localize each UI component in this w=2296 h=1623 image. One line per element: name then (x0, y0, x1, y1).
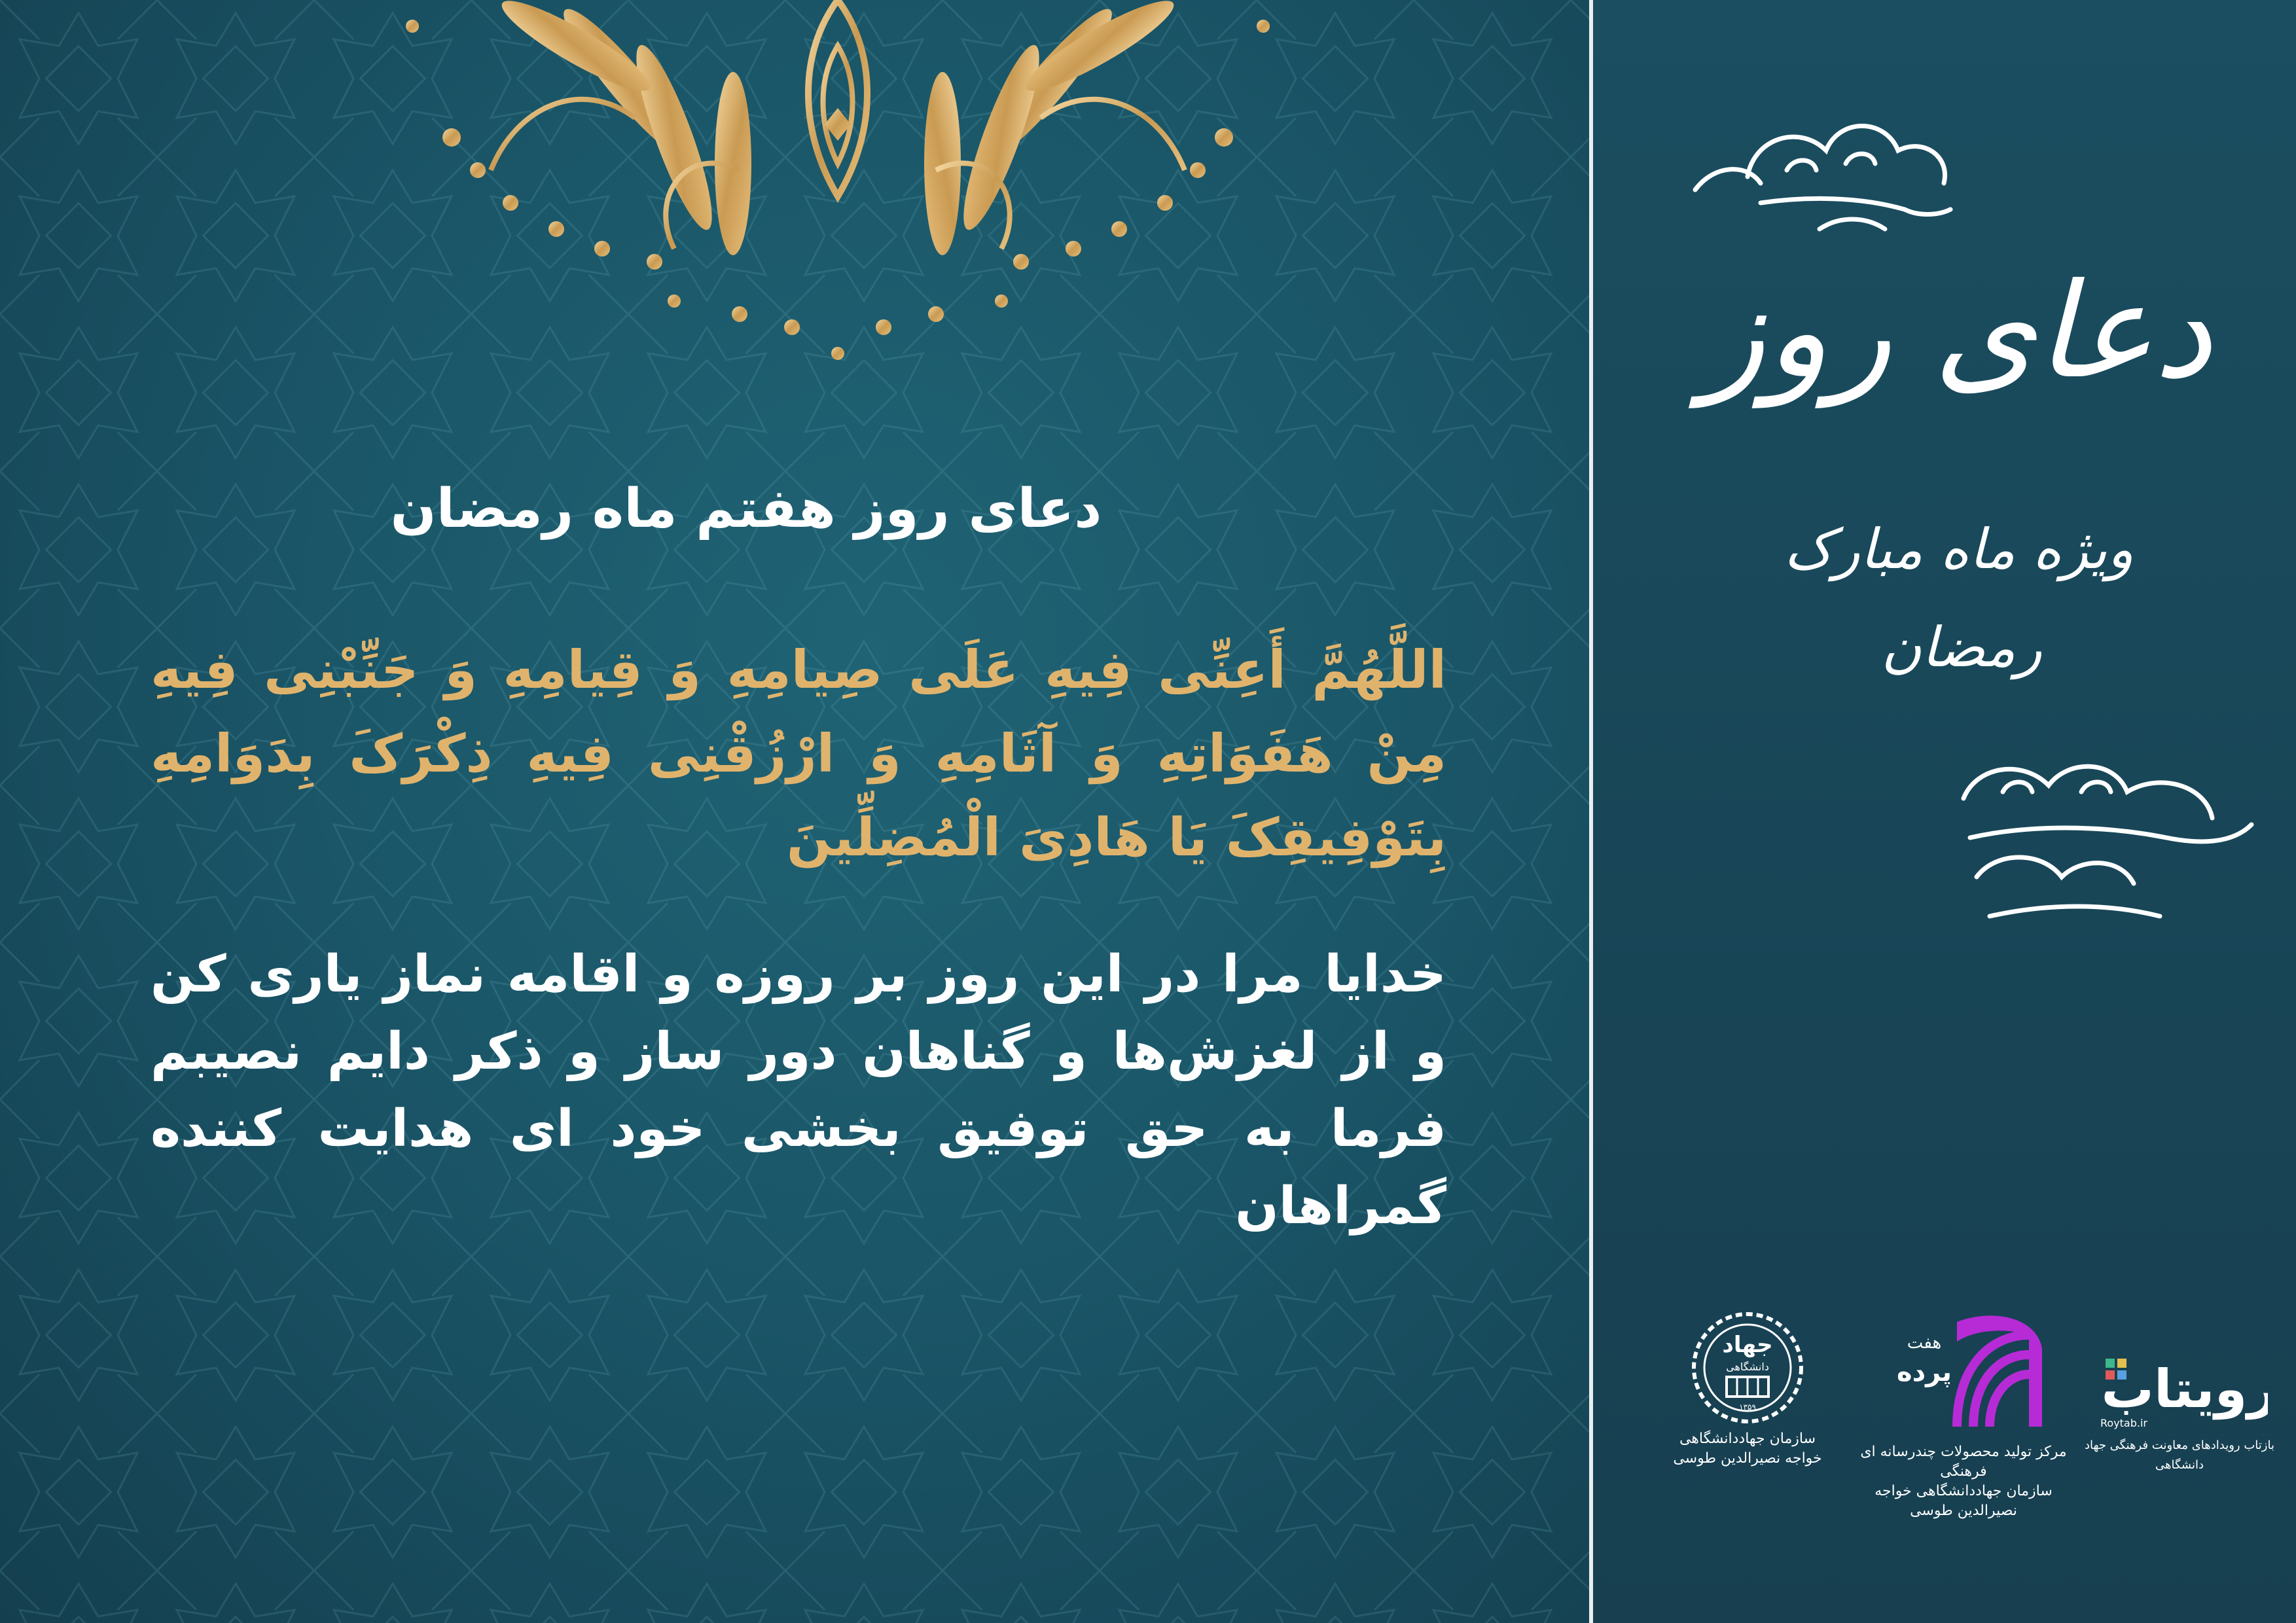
sidebar-subtitle-line1: ویژه ماه مبارک (1784, 517, 2134, 581)
arabic-prayer-text: اللَّهُمَّ أَعِنِّی فِیهِ عَلَی صِیامِهِ وَ قِیامِهِ وَ جَنِّبْنِی فِیهِ مِنْ هَفَوَاتِهِ وَ آثَامِهِ وَ ارْزُقْنِی فِیهِ ذِکْرَکَ بِدَوَامِهِ بِتَوْفِیقِکَ یَا هَادِیَ الْمُضِلِّینَ (151, 639, 1446, 868)
jahad-caption-line2: خواجه نصیرالدین طوسی (1673, 1450, 1822, 1467)
jahad-logo (1662, 1309, 1833, 1469)
roytab-emblem-icon (2091, 1342, 2268, 1433)
haftparde-large-text: پرده (1896, 1357, 1952, 1387)
persian-translation-text: خدایا مرا در این روز بر روزه و اقامه نماز یاری کن و از لغزش‌ها و گناهان دور ساز و ذکر دایم نصیبم فرما به حق توفیق بخشی خود ای هدایت کننده گمراهان (151, 945, 1446, 1236)
roytab-url-text: Roytab.ir (2100, 1417, 2147, 1429)
sidebar-subtitle-line2: رمضان (1881, 615, 2042, 679)
haftparde-emblem-icon (1878, 1309, 2049, 1440)
cloud-ornament-bottom-icon (1950, 746, 2258, 942)
jahad-caption-line1: سازمان جهاددانشگاهی (1679, 1431, 1816, 1447)
haftparde-small-text: هفت (1907, 1333, 1942, 1353)
gold-mandala-ornament (281, 0, 1394, 399)
jahad-emblem-icon (1689, 1309, 1806, 1427)
jahad-sub-text: دانشگاهی (1726, 1361, 1769, 1373)
jahad-year-text: ۱۳۵۹ (1739, 1402, 1756, 1412)
page-title: دعای روز هفتم ماه رمضان (390, 478, 1102, 540)
roytab-name-text: رویتاب (2101, 1359, 2268, 1419)
haftparde-logo (1846, 1309, 2081, 1521)
sidebar-title: دعای روز (1702, 255, 2212, 408)
roytab-logo (2081, 1342, 2278, 1475)
cloud-ornament-top-icon (1689, 98, 1964, 249)
haftparde-caption-line1: مرکز تولید محصولات چندرسانه ای فرهنگی (1860, 1444, 2067, 1480)
roytab-caption: بازتاب رویدادهای معاونت فرهنگی جهاد دانشگاهی (2085, 1438, 2274, 1472)
haftparde-caption-line2: سازمان جهاددانشگاهی خواجه نصیرالدین طوسی (1874, 1483, 2053, 1519)
jahad-name-text: جهاد (1722, 1332, 1773, 1358)
